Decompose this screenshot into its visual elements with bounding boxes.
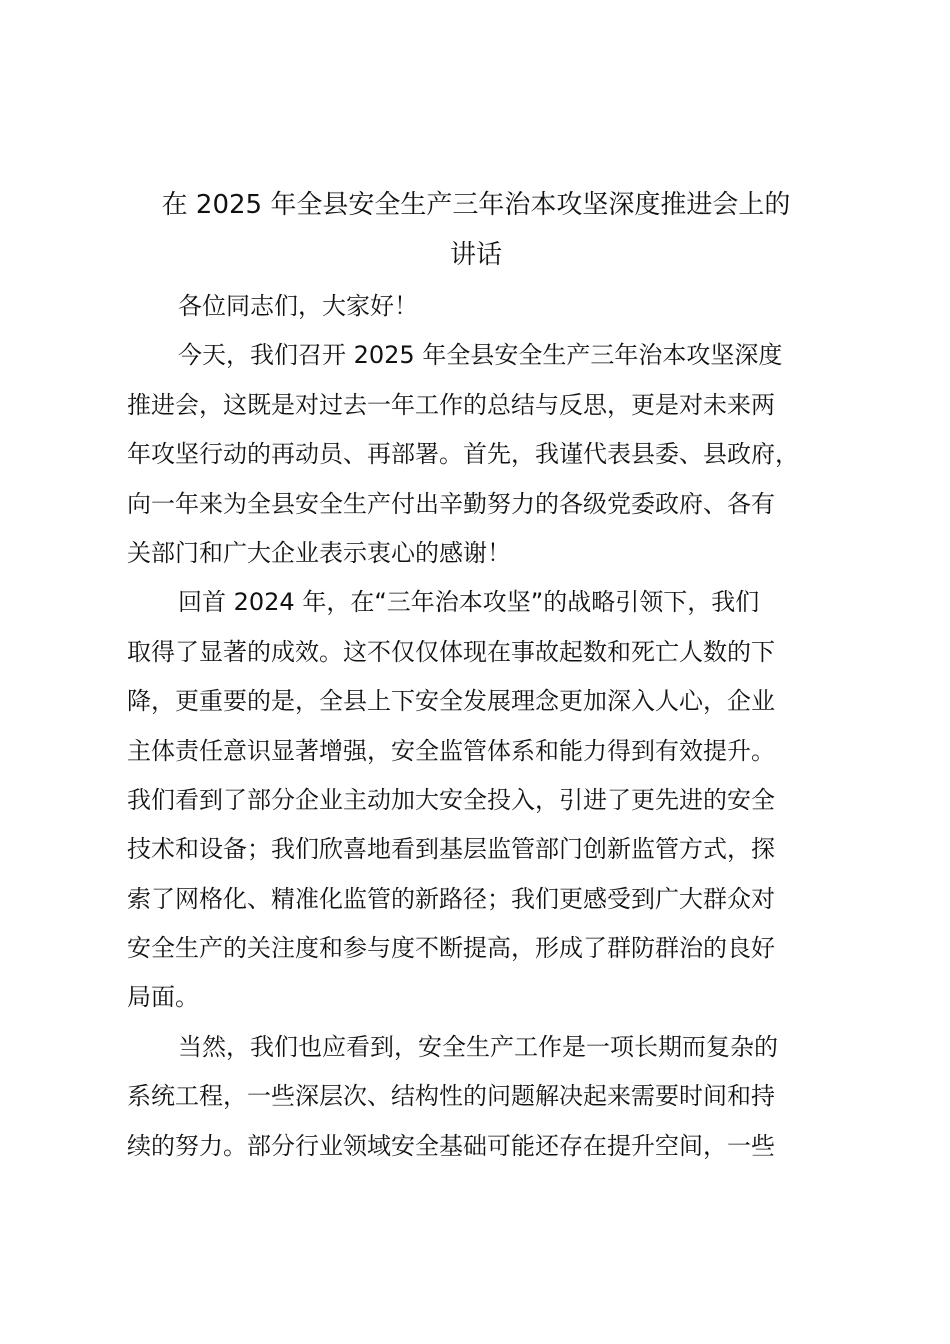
paragraph-2-line: 局面。 — [127, 983, 199, 1012]
title-line-2: 讲话 — [449, 240, 502, 270]
greeting-line: 各位同志们，大家好！ — [178, 292, 418, 320]
paragraph-3-line: 当然，我们也应看到，安全生产工作是一项长期而复杂的 — [178, 1032, 778, 1061]
paragraph-1-line: 年攻坚行动的再动员、再部署。首先，我谨代表县委、县政府， — [127, 440, 799, 469]
paragraph-1-line: 今天，我们召开 2025 年全县安全生产三年治本攻坚深度 — [178, 341, 783, 370]
document-title — [120, 180, 832, 280]
paragraph-2-line: 回首 2024 年，在“三年治本攻坚”的战略引领下，我们 — [178, 588, 760, 617]
paragraph-2-line: 降，更重要的是，全县上下安全发展理念更加深入人心，企业 — [127, 687, 775, 716]
paragraph-2-line: 索了网格化、精准化监管的新路径；我们更感受到广大群众对 — [127, 884, 775, 913]
document-body — [127, 282, 839, 1171]
paragraph-2-line: 主体责任意识显著增强，安全监管体系和能力得到有效提升。 — [127, 736, 775, 765]
paragraph-2-line: 技术和设备；我们欣喜地看到基层监管部门创新监管方式，探 — [127, 835, 775, 864]
paragraph-1-line: 向一年来为全县安全生产付出辛勤努力的各级党委政府、各有 — [127, 489, 775, 518]
paragraph-1-line: 推进会，这既是对过去一年工作的总结与反思，更是对未来两 — [127, 390, 775, 419]
paragraph-3-line: 续的努力。部分行业领域安全基础可能还存在提升空间，一些 — [127, 1131, 775, 1160]
paragraph-3-line: 系统工程，一些深层次、结构性的问题解决起来需要时间和持 — [127, 1082, 775, 1111]
paragraph-1-line: 关部门和广大企业表示衷心的感谢！ — [127, 538, 511, 567]
paragraph-2-line: 安全生产的关注度和参与度不断提高，形成了群防群治的良好 — [127, 934, 775, 963]
paragraph-2-line: 我们看到了部分企业主动加大安全投入，引进了更先进的安全 — [127, 785, 775, 814]
title-line-1: 在 2025 年全县安全生产三年治本攻坚深度推进会上的 — [161, 190, 791, 220]
paragraph-2-line: 取得了显著的成效。这不仅仅体现在事故起数和死亡人数的下 — [127, 637, 775, 666]
